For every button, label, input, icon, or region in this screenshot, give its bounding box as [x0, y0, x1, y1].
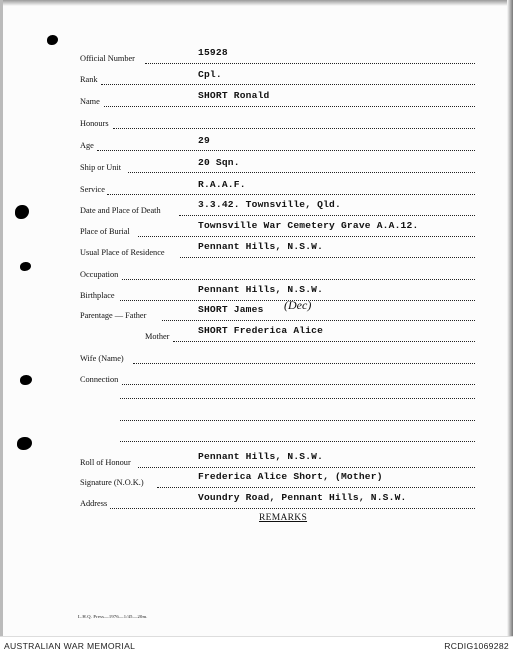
field-value: Pennant Hills, N.S.W.	[198, 241, 324, 252]
field-rule	[97, 150, 475, 151]
field-label: Official Number	[80, 54, 135, 63]
field-rule	[145, 63, 475, 64]
field-rule	[180, 257, 475, 258]
field-label: Occupation	[80, 270, 119, 279]
field-value: R.A.A.F.	[198, 179, 246, 190]
field-label: Age	[80, 141, 94, 150]
field-label: Mother	[145, 332, 170, 341]
field-rule	[173, 341, 475, 342]
press-note: L.H.Q. Press—1976—1/45—20m.	[78, 614, 148, 619]
field-label: Usual Place of Residence	[80, 248, 165, 257]
field-wife	[0, 347, 513, 365]
field-rule	[162, 320, 475, 321]
field-label: Service	[80, 185, 105, 194]
field-rule	[128, 172, 475, 173]
field-label: Signature (N.O.K.)	[80, 478, 144, 487]
field-name	[0, 90, 513, 108]
field-label: Date and Place of Death	[80, 206, 161, 215]
field-label: Name	[80, 97, 100, 106]
archive-footer	[0, 636, 513, 655]
field-rule	[101, 84, 475, 85]
field-mother	[0, 325, 513, 343]
field-address	[0, 492, 513, 510]
field-value: Pennant Hills, N.S.W.	[198, 451, 324, 462]
field-label: Honours	[80, 119, 109, 128]
field-value: 29	[198, 135, 210, 146]
remarks-heading: REMARKS	[259, 513, 308, 523]
field-rule	[110, 508, 475, 509]
field-value: Frederica Alice Short, (Mother)	[198, 471, 383, 482]
field-rule	[122, 279, 475, 280]
field-usual-residence	[0, 241, 513, 259]
field-value: Pennant Hills, N.S.W.	[198, 284, 324, 295]
blank-rule	[120, 441, 475, 442]
field-label: Connection	[80, 375, 119, 384]
punch-hole-mark	[17, 437, 32, 450]
field-label: Address	[80, 499, 108, 508]
blank-rule	[120, 420, 475, 421]
field-rule	[179, 215, 475, 216]
footer-record-id: RCDIG1069282	[444, 641, 509, 651]
field-value: SHORT James	[198, 304, 264, 315]
field-label: Birthplace	[80, 291, 115, 300]
punch-hole-mark	[47, 35, 58, 45]
field-label: Place of Burial	[80, 227, 130, 236]
field-label: Roll of Honour	[80, 458, 131, 467]
field-rule	[107, 194, 475, 195]
field-birthplace	[0, 284, 513, 302]
field-occupation	[0, 263, 513, 281]
field-date-place-of-death	[0, 199, 513, 217]
blank-rule	[120, 398, 475, 399]
field-value: 3.3.42. Townsville, Qld.	[198, 199, 341, 210]
field-rule	[122, 384, 475, 385]
field-service	[0, 178, 513, 196]
field-rule	[138, 467, 475, 468]
handwritten-annotation: (Dec)	[284, 298, 312, 312]
footer-institution: AUSTRALIAN WAR MEMORIAL	[4, 641, 136, 651]
field-rank	[0, 68, 513, 86]
field-value: SHORT Ronald	[198, 90, 270, 101]
field-rule	[157, 487, 475, 488]
field-age	[0, 134, 513, 152]
field-place-of-burial	[0, 220, 513, 238]
field-rule	[133, 363, 475, 364]
field-label: Parentage — Father	[80, 311, 147, 320]
scan-edge-top	[0, 0, 513, 6]
field-official-number	[0, 47, 513, 65]
field-value: 20 Sqn.	[198, 157, 240, 168]
field-label: Rank	[80, 75, 98, 84]
field-label: Ship or Unit	[80, 163, 122, 172]
field-rule	[104, 106, 475, 107]
field-rule	[113, 128, 475, 129]
field-value: SHORT Frederica Alice	[198, 325, 324, 336]
field-value: Townsville War Cemetery Grave A.A.12.	[198, 220, 419, 231]
field-rule	[138, 236, 475, 237]
field-father	[0, 304, 513, 322]
field-signature-nok	[0, 471, 513, 489]
field-connection	[0, 368, 513, 386]
field-value: Voundry Road, Pennant Hills, N.S.W.	[198, 492, 407, 503]
field-label: Wife (Name)	[80, 354, 124, 363]
field-ship-or-unit	[0, 156, 513, 174]
field-roll-of-honour	[0, 451, 513, 469]
field-value: 15928	[198, 47, 228, 58]
field-value: Cpl.	[198, 69, 222, 80]
field-honours	[0, 112, 513, 130]
